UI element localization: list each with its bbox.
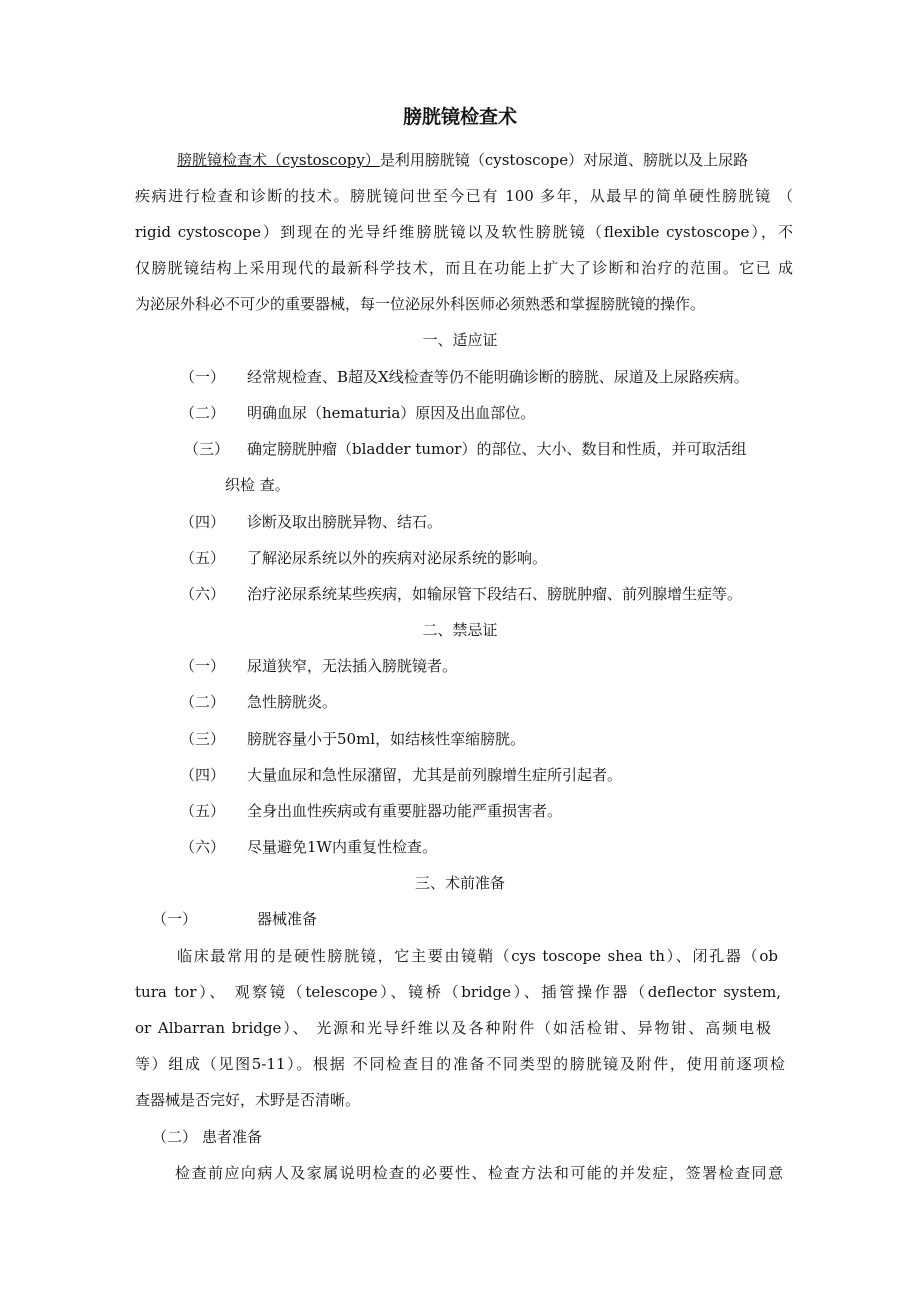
indication-1-num: （一） (180, 368, 226, 386)
indication-5-num: （五） (180, 549, 226, 567)
prep-1-line-3: or Albarran bridge）、 光源和光导纤维以及各种附件（如活检钳、异物钳、高频电极 (135, 1019, 771, 1037)
intro-line-1-rest: 是利用膀胱镜（cystoscope）对尿道、膀胱以及上尿路 (379, 151, 749, 169)
indication-3-num: （三） (184, 440, 230, 458)
intro-line-1 (177, 150, 748, 170)
prep-1-num: （一） (152, 910, 198, 928)
contraindication-3-text: 膀胱容量小于50ml，如结核性挛缩膀胱。 (247, 730, 526, 748)
indication-6-num: （六） (180, 585, 226, 603)
intro-line-4: 仅膀胱镜结构上采用现代的最新科学技术，而且在功能上扩大了诊断和治疗的范围。它已 成 (135, 259, 793, 277)
indication-6-text: 治疗泌尿系统某些疾病，如输尿管下段结石、膀胱肿瘤、前列腺增生症等。 (247, 585, 743, 603)
prep-1-line-5: 查器械是否完好，术野是否清晰。 (135, 1091, 361, 1109)
section-1-heading: 一、适应证 (422, 331, 498, 349)
indication-2-num: （二） (180, 404, 226, 422)
prep-2-line-1: 检查前应向病人及家属说明检查的必要性、检查方法和可能的并发症，签署检查同意 (175, 1164, 783, 1182)
prep-1-line-1: 临床最常用的是硬性膀胱镜，它主要由镜鞘（cys toscope shea th）、闭孔器（ob (177, 947, 778, 965)
intro-line-2: 疾病进行检查和诊断的技术。膀胱镜问世至今已有 100 多年，从最早的简单硬性膀胱镜 （ (135, 187, 793, 205)
intro-term: 膀胱镜检查术（cystoscopy） (177, 151, 380, 169)
prep-1-line-4: 等）组成（见图5-11）。根据 不同检查目的准备不同类型的膀胱镜及附件，使用前逐项检 (135, 1055, 785, 1073)
page-title: 膀胱镜检查术 (402, 106, 517, 128)
contraindication-3-num: （三） (180, 730, 226, 748)
indication-1-text: 经常规检查、B超及X线检查等仍不能明确诊断的膀胱、尿道及上尿路疾病。 (247, 368, 749, 386)
contraindication-5-num: （五） (180, 802, 226, 820)
contraindication-4-num: （四） (180, 766, 226, 784)
contraindication-6-text: 尽量避免1W内重复性检查。 (247, 838, 437, 856)
contraindication-1-text: 尿道狭窄，无法插入膀胱镜者。 (247, 657, 458, 675)
indication-4-num: （四） (180, 513, 226, 531)
prep-2-num: （二） (152, 1128, 198, 1146)
indication-2-text: 明确血尿（hematuria）原因及出血部位。 (247, 404, 536, 422)
indication-3-cont: 织检 查。 (225, 476, 290, 494)
contraindication-4-text: 大量血尿和急性尿潴留，尤其是前列腺增生症所引起者。 (247, 766, 623, 784)
contraindication-6-num: （六） (180, 838, 226, 856)
prep-2-label: 患者准备 (202, 1128, 263, 1146)
indication-5-text: 了解泌尿系统以外的疾病对泌尿系统的影响。 (247, 549, 548, 567)
contraindication-2-text: 急性膀胱炎。 (247, 693, 338, 711)
section-2-heading: 二、禁忌证 (422, 621, 498, 639)
prep-1-label: 器械准备 (257, 910, 318, 928)
prep-1-line-2: tura tor）、 观察镜（telescope）、镜桥（bridge）、插管操作器（deflector system, (135, 983, 781, 1001)
indication-3-text: 确定膀胱肿瘤（bladder tumor）的部位、大小、数目和性质，并可取活组 (247, 440, 747, 458)
indication-4-text: 诊断及取出膀胱异物、结石。 (247, 513, 443, 531)
intro-line-3: rigid cystoscope）到现在的光导纤维膀胱镜以及软性膀胱镜（flexible cystoscope），不 (135, 223, 793, 241)
section-3-heading: 三、术前准备 (414, 874, 505, 892)
contraindication-2-num: （二） (180, 693, 226, 711)
contraindication-1-num: （一） (180, 657, 226, 675)
intro-line-5: 为泌尿外科必不可少的重要器械，每一位泌尿外科医师必须熟悉和掌握膀胱镜的操作。 (135, 295, 706, 313)
contraindication-5-text: 全身出血性疾病或有重要脏器功能严重损害者。 (247, 802, 563, 820)
